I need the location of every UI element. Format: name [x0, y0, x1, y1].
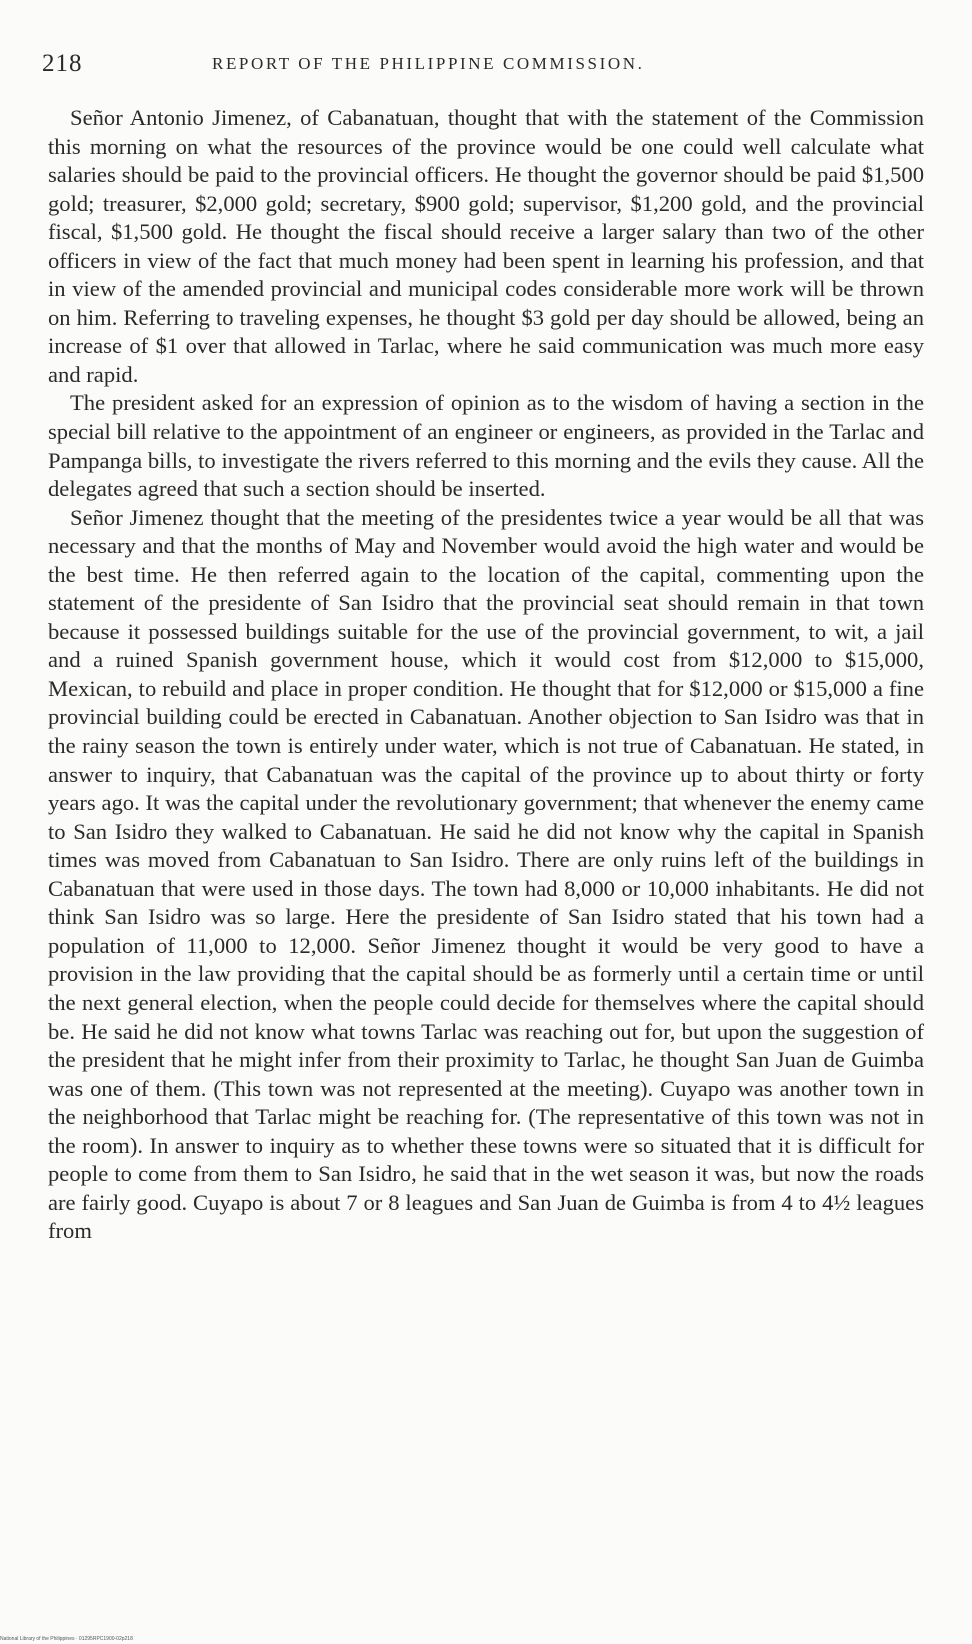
page-number: 218 — [42, 50, 83, 77]
paragraph-capital-location: Señor Jimenez thought that the meeting of the presidentes twice a year would be all that was necessary and that the months of May and November would avoid the high water and would be the best time. He then referred again to the location of the capital, commenting upon the statement of the presidente of San Isidro that the provincial seat should remain in that town because it possessed buildings suitable for the use of the provincial government, to wit, a jail and a ruined Spanish government house, which it would cost from $12,000 to $15,000, Mexican, to rebuild and place in proper condition. He thought that for $12,000 or $15,000 a fine provincial building could be erected in Cabanatuan. Another objection to San Isidro was that in the rainy season the town is entirely under water, which is not true of Cabanatuan. He stated, in answer to inquiry, that Cabanatuan was the capital of the province up to about thirty or forty years ago. It was the capital under the revolutionary government; that whenever the enemy came to San Isidro they walked to Cabanatuan. He said he did not know why the capital in Spanish times was moved from Cabanatuan to San Isidro. There are only ruins left of the buildings in Cabanatuan that were used in those days. The town had 8,000 or 10,000 inhabitants. He did not think San Isidro was so large. Here the presidente of San Isidro stated that his town had a population of 11,000 to 12,000. Señor Jimenez thought it would be very good to have a provision in the law providing that the capital should be as formerly until a certain time or until the next general election, when the people could decide for themselves where the capital should be. He said he did not know what towns Tarlac was reaching out for, but upon the suggestion of the president that he might infer from their proximity to Tarlac, he thought San Juan de Guimba was one of them. (This town was not represented at the meeting). Cuyapo was another town in the neighborhood that Tarlac might be reaching for. (The representative of this town was not in the room). In answer to inquiry as to whether these towns were so situated that it is difficult for people to come from them to San Isidro, he said that in the wet season it was, but now the roads are fairly good. Cuyapo is about 7 or 8 leagues and San Juan de Guimba is from 4 to 4½ leagues from — [48, 504, 924, 1244]
paragraph-salaries: Señor Antonio Jimenez, of Cabanatuan, thought that with the statement of the Commission this morning on what the resources of the province would be one could well calculate what salaries should be paid to the provincial officers. He thought the governor should be paid $1,500 gold; treasurer, $2,000 gold; secretary, $900 gold; supervisor, $1,200 gold, and the provincial fiscal, $1,500 gold. He thought the fiscal should receive a larger salary than two of the other officers in view of the fact that much money had been spent in learning his profession, and that in view of the amended provincial and municipal codes considerable more work will be thrown on him. Referring to traveling expenses, he thought $3 gold per day should be allowed, being an increase of $1 over that allowed in Tarlac, where he said communication was much more easy and rapid. — [48, 105, 924, 387]
scan-source-footer: National Library of the Philippines · 01295RPC1900-02p218 — [0, 1636, 133, 1642]
paragraph-engineers: The president asked for an expression of opinion as to the wisdom of having a section in the special bill relative to the appointment of an engineer or engineers, as provided in the Tarlac and Pampanga bills, to investigate the rivers referred to this morning and the evils they cause. All the delegates agreed that such a section should be inserted. — [48, 390, 924, 502]
body-text — [48, 104, 924, 1246]
running-head — [42, 50, 922, 80]
running-title: REPORT OF THE PHILIPPINE COMMISSION. — [212, 54, 645, 73]
